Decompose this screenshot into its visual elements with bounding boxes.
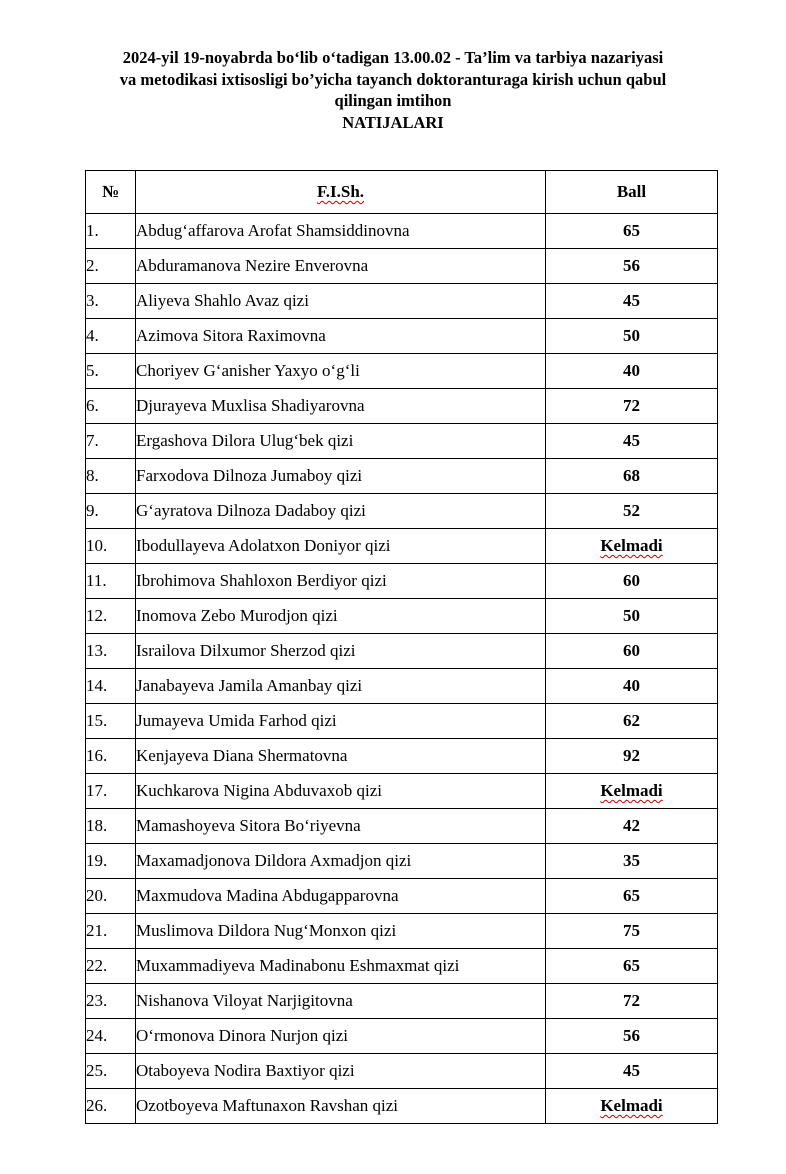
candidate-name: O‘rmonova Dinora Nurjon qizi xyxy=(136,1019,546,1054)
score-value: 68 xyxy=(623,466,640,485)
table-row xyxy=(86,529,718,564)
score-value: 92 xyxy=(623,746,640,765)
row-number: 19. xyxy=(86,844,136,879)
results-table xyxy=(85,170,718,1124)
row-number: 2. xyxy=(86,249,136,284)
candidate-name: Ergashova Dilora Ulug‘bek qizi xyxy=(136,424,546,459)
table-row xyxy=(86,354,718,389)
candidate-name: Kuchkarova Nigina Abduvaxob qizi xyxy=(136,774,546,809)
candidate-name: Ibodullayeva Adolatxon Doniyor qizi xyxy=(136,529,546,564)
score-value: 65 xyxy=(623,956,640,975)
score-value: 45 xyxy=(623,291,640,310)
candidate-name: Abduramanova Nezire Enverovna xyxy=(136,249,546,284)
table-header-row xyxy=(86,171,718,214)
score-cell xyxy=(546,529,718,564)
candidate-name: Maxamadjonova Dildora Axmadjon qizi xyxy=(136,844,546,879)
score-cell xyxy=(546,774,718,809)
score-cell xyxy=(546,424,718,459)
candidate-name: Kenjayeva Diana Shermatovna xyxy=(136,739,546,774)
row-number: 12. xyxy=(86,599,136,634)
score-value: 40 xyxy=(623,676,640,695)
candidate-name: Djurayeva Muxlisa Shadiyarovna xyxy=(136,389,546,424)
row-number: 4. xyxy=(86,319,136,354)
candidate-name: Otaboyeva Nodira Baxtiyor qizi xyxy=(136,1054,546,1089)
table-row xyxy=(86,564,718,599)
row-number: 3. xyxy=(86,284,136,319)
row-number: 21. xyxy=(86,914,136,949)
score-value: 60 xyxy=(623,641,640,660)
score-value: 65 xyxy=(623,221,640,240)
candidate-name: G‘ayratova Dilnoza Dadaboy qizi xyxy=(136,494,546,529)
row-number: 10. xyxy=(86,529,136,564)
score-value: 50 xyxy=(623,606,640,625)
score-value: 65 xyxy=(623,886,640,905)
score-value: 72 xyxy=(623,396,640,415)
score-value: 35 xyxy=(623,851,640,870)
score-cell xyxy=(546,809,718,844)
candidate-name: Ozotboyeva Maftunaxon Ravshan qizi xyxy=(136,1089,546,1124)
table-row xyxy=(86,809,718,844)
document-header xyxy=(40,47,746,133)
table-row xyxy=(86,424,718,459)
score-value: 40 xyxy=(623,361,640,380)
candidate-name: Muslimova Dildora Nug‘Monxon qizi xyxy=(136,914,546,949)
row-number: 14. xyxy=(86,669,136,704)
score-cell xyxy=(546,1019,718,1054)
table-row xyxy=(86,214,718,249)
table-row xyxy=(86,879,718,914)
score-cell xyxy=(546,739,718,774)
column-header-name xyxy=(136,171,546,214)
score-cell xyxy=(546,494,718,529)
score-cell xyxy=(546,1054,718,1089)
table-row xyxy=(86,319,718,354)
row-number: 11. xyxy=(86,564,136,599)
score-value: Kelmadi xyxy=(600,1096,663,1115)
score-value: Kelmadi xyxy=(600,536,663,555)
header-line-2: va metodikasi ixtisosligi bo’yicha tayanch doktoranturaga kirish uchun qabul xyxy=(119,69,667,89)
row-number: 8. xyxy=(86,459,136,494)
row-number: 20. xyxy=(86,879,136,914)
score-cell xyxy=(546,249,718,284)
row-number: 18. xyxy=(86,809,136,844)
row-number: 9. xyxy=(86,494,136,529)
score-cell xyxy=(546,879,718,914)
score-cell xyxy=(546,949,718,984)
score-cell xyxy=(546,319,718,354)
score-value: 62 xyxy=(623,711,640,730)
header-line-3: qilingan imtihon xyxy=(334,91,452,110)
row-number: 26. xyxy=(86,1089,136,1124)
row-number: 22. xyxy=(86,949,136,984)
candidate-name: Abdug‘affarova Arofat Shamsiddinovna xyxy=(136,214,546,249)
table-row xyxy=(86,634,718,669)
table-row xyxy=(86,669,718,704)
column-header-number: № xyxy=(86,171,136,214)
table-row xyxy=(86,774,718,809)
candidate-name: Inomova Zebo Murodjon qizi xyxy=(136,599,546,634)
score-cell xyxy=(546,844,718,879)
candidate-name: Maxmudova Madina Abdugapparovna xyxy=(136,879,546,914)
score-cell xyxy=(546,1089,718,1124)
score-value: 45 xyxy=(623,1061,640,1080)
score-value: 45 xyxy=(623,431,640,450)
score-cell xyxy=(546,389,718,424)
candidate-name: Mamashoyeva Sitora Bo‘riyevna xyxy=(136,809,546,844)
table-row xyxy=(86,284,718,319)
candidate-name: Ibrohimova Shahloxon Berdiyor qizi xyxy=(136,564,546,599)
column-header-score: Ball xyxy=(546,171,718,214)
score-cell xyxy=(546,564,718,599)
row-number: 17. xyxy=(86,774,136,809)
header-line-1: 2024-yil 19-noyabrda bo‘lib o‘tadigan 13.00.02 - Ta’lim va tarbiya nazariyasi xyxy=(122,48,664,67)
candidate-name: Muxammadiyeva Madinabonu Eshmaxmat qizi xyxy=(136,949,546,984)
score-cell xyxy=(546,914,718,949)
row-number: 16. xyxy=(86,739,136,774)
score-value: 52 xyxy=(623,501,640,520)
score-value: 50 xyxy=(623,326,640,345)
column-header-name-label: F.I.Sh. xyxy=(316,182,365,201)
candidate-name: Jumayeva Umida Farhod qizi xyxy=(136,704,546,739)
score-value: 56 xyxy=(623,1026,640,1045)
header-title: NATIJALARI xyxy=(342,112,444,132)
row-number: 23. xyxy=(86,984,136,1019)
candidate-name: Choriyev G‘anisher Yaxyo o‘g‘li xyxy=(136,354,546,389)
score-value: Kelmadi xyxy=(600,781,663,800)
score-cell xyxy=(546,984,718,1019)
table-row xyxy=(86,494,718,529)
row-number: 7. xyxy=(86,424,136,459)
score-value: 60 xyxy=(623,571,640,590)
score-cell xyxy=(546,354,718,389)
score-cell xyxy=(546,214,718,249)
table-row xyxy=(86,1019,718,1054)
row-number: 5. xyxy=(86,354,136,389)
table-row xyxy=(86,599,718,634)
row-number: 15. xyxy=(86,704,136,739)
row-number: 6. xyxy=(86,389,136,424)
row-number: 1. xyxy=(86,214,136,249)
candidate-name: Israilova Dilxumor Sherzod qizi xyxy=(136,634,546,669)
candidate-name: Aliyeva Shahlo Avaz qizi xyxy=(136,284,546,319)
table-row xyxy=(86,459,718,494)
score-cell xyxy=(546,704,718,739)
row-number: 13. xyxy=(86,634,136,669)
row-number: 24. xyxy=(86,1019,136,1054)
table-row xyxy=(86,389,718,424)
score-value: 75 xyxy=(623,921,640,940)
table-row xyxy=(86,984,718,1019)
score-cell xyxy=(546,669,718,704)
score-cell xyxy=(546,634,718,669)
table-row xyxy=(86,704,718,739)
score-cell xyxy=(546,284,718,319)
results-table-body xyxy=(86,214,718,1124)
score-cell xyxy=(546,599,718,634)
table-row xyxy=(86,249,718,284)
candidate-name: Janabayeva Jamila Amanbay qizi xyxy=(136,669,546,704)
candidate-name: Nishanova Viloyat Narjigitovna xyxy=(136,984,546,1019)
score-value: 56 xyxy=(623,256,640,275)
candidate-name: Farxodova Dilnoza Jumaboy qizi xyxy=(136,459,546,494)
table-row xyxy=(86,1089,718,1124)
table-row xyxy=(86,1054,718,1089)
table-row xyxy=(86,949,718,984)
table-row xyxy=(86,914,718,949)
score-value: 72 xyxy=(623,991,640,1010)
row-number: 25. xyxy=(86,1054,136,1089)
candidate-name: Azimova Sitora Raximovna xyxy=(136,319,546,354)
table-row xyxy=(86,739,718,774)
score-value: 42 xyxy=(623,816,640,835)
table-row xyxy=(86,844,718,879)
score-cell xyxy=(546,459,718,494)
